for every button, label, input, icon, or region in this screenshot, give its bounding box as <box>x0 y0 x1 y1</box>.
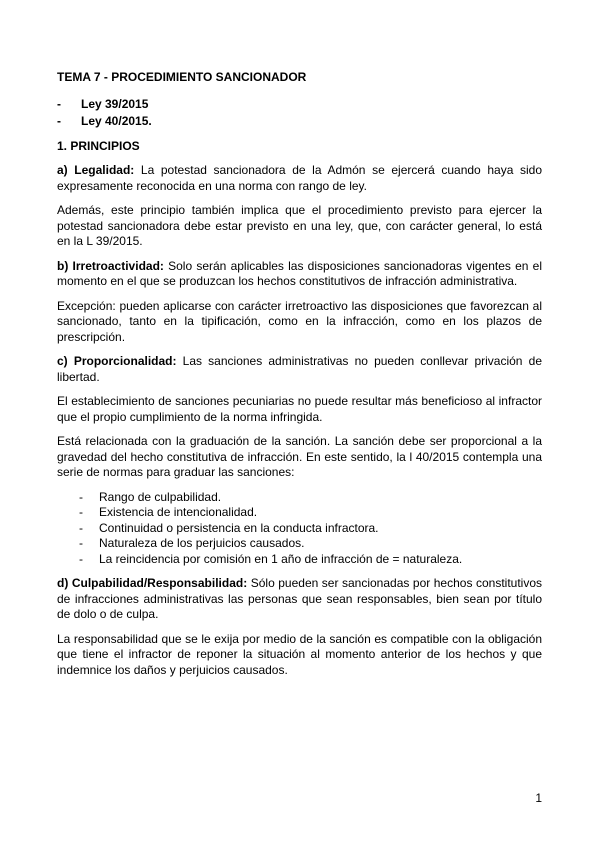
page-number: 1 <box>535 791 542 805</box>
principle-label: a) Legalidad: <box>57 163 135 177</box>
principle-text: La potestad sancionadora de la Admón se ejercerá cuando haya sido expresamente reconocida en una norma con rango de ley. <box>57 163 542 193</box>
principle-text: Sólo pueden ser sancionadas por hechos constitutivos de infracciones administrativas las personas que sean responsables, bien sean por título de dolo o de culpa. <box>57 576 542 621</box>
paragraph: Excepción: pueden aplicarse con carácter irretroactivo las disposiciones que favorezcan al sancionado, tanto en la tipificación, como en la infracción, como en los plazos de prescripción. <box>57 298 542 344</box>
principle-irretroactividad <box>57 259 542 290</box>
law-list <box>57 97 542 130</box>
list-item <box>57 97 542 113</box>
document-body <box>57 70 542 687</box>
graduation-criteria-list <box>57 490 542 568</box>
list-item: - Existencia de intencionalidad. <box>57 505 542 521</box>
list-item <box>57 114 542 130</box>
section-heading: 1. PRINCIPIOS <box>57 138 140 153</box>
list-item: - Naturaleza de los perjuicios causados. <box>57 536 542 552</box>
law-item-label: Ley 40/2015. <box>81 114 152 128</box>
page-title: TEMA 7 - PROCEDIMIENTO SANCIONADOR <box>57 70 307 84</box>
principle-label: c) Proporcionalidad: <box>57 354 177 368</box>
paragraph: La responsabilidad que se le exija por medio de la sanción es compatible con la obligación que tiene el infractor de reponer la situación al momento anterior de los hechos y que indemnice los daños y perjuicios causados. <box>57 631 542 677</box>
list-item: - La reincidencia por comisión en 1 año de infracción de = naturaleza. <box>57 552 542 568</box>
principle-proporcionalidad <box>57 354 542 385</box>
principle-legalidad <box>57 163 542 194</box>
law-item-label: Ley 39/2015 <box>81 96 149 111</box>
paragraph: Además, este principio también implica que el procedimiento previsto para ejercer la potestad sancionadora debe estar previsto en una ley, que, con carácter general, lo está en la L 39/2015. <box>57 203 542 248</box>
principle-text: Las sanciones administrativas no pueden conllevar privación de libertad. <box>57 354 542 384</box>
principle-label: b) Irretroactividad: <box>57 258 164 273</box>
paragraph: El establecimiento de sanciones pecuniarias no puede resultar más beneficioso al infractor que el propio cumplimiento de la norma infringida. <box>57 394 542 424</box>
list-item: - Rango de culpabilidad. <box>57 490 542 506</box>
list-item: - Continuidad o persistencia en la conducta infractora. <box>57 521 542 537</box>
principle-label: d) Culpabilidad/Responsabilidad: <box>57 576 248 590</box>
principle-text: Solo serán aplicables las disposiciones sancionadoras vigentes en el momento en el que se produzcan los hechos constitutivos de infracción administrativa. <box>57 258 542 288</box>
principle-culpabilidad <box>57 576 542 623</box>
paragraph: Está relacionada con la graduación de la sanción. La sanción debe ser proporcional a la gravedad del hecho constitutiva de infracción. En este sentido, la l 40/2015 contempla una serie de normas para graduar las sanciones: <box>57 434 542 479</box>
